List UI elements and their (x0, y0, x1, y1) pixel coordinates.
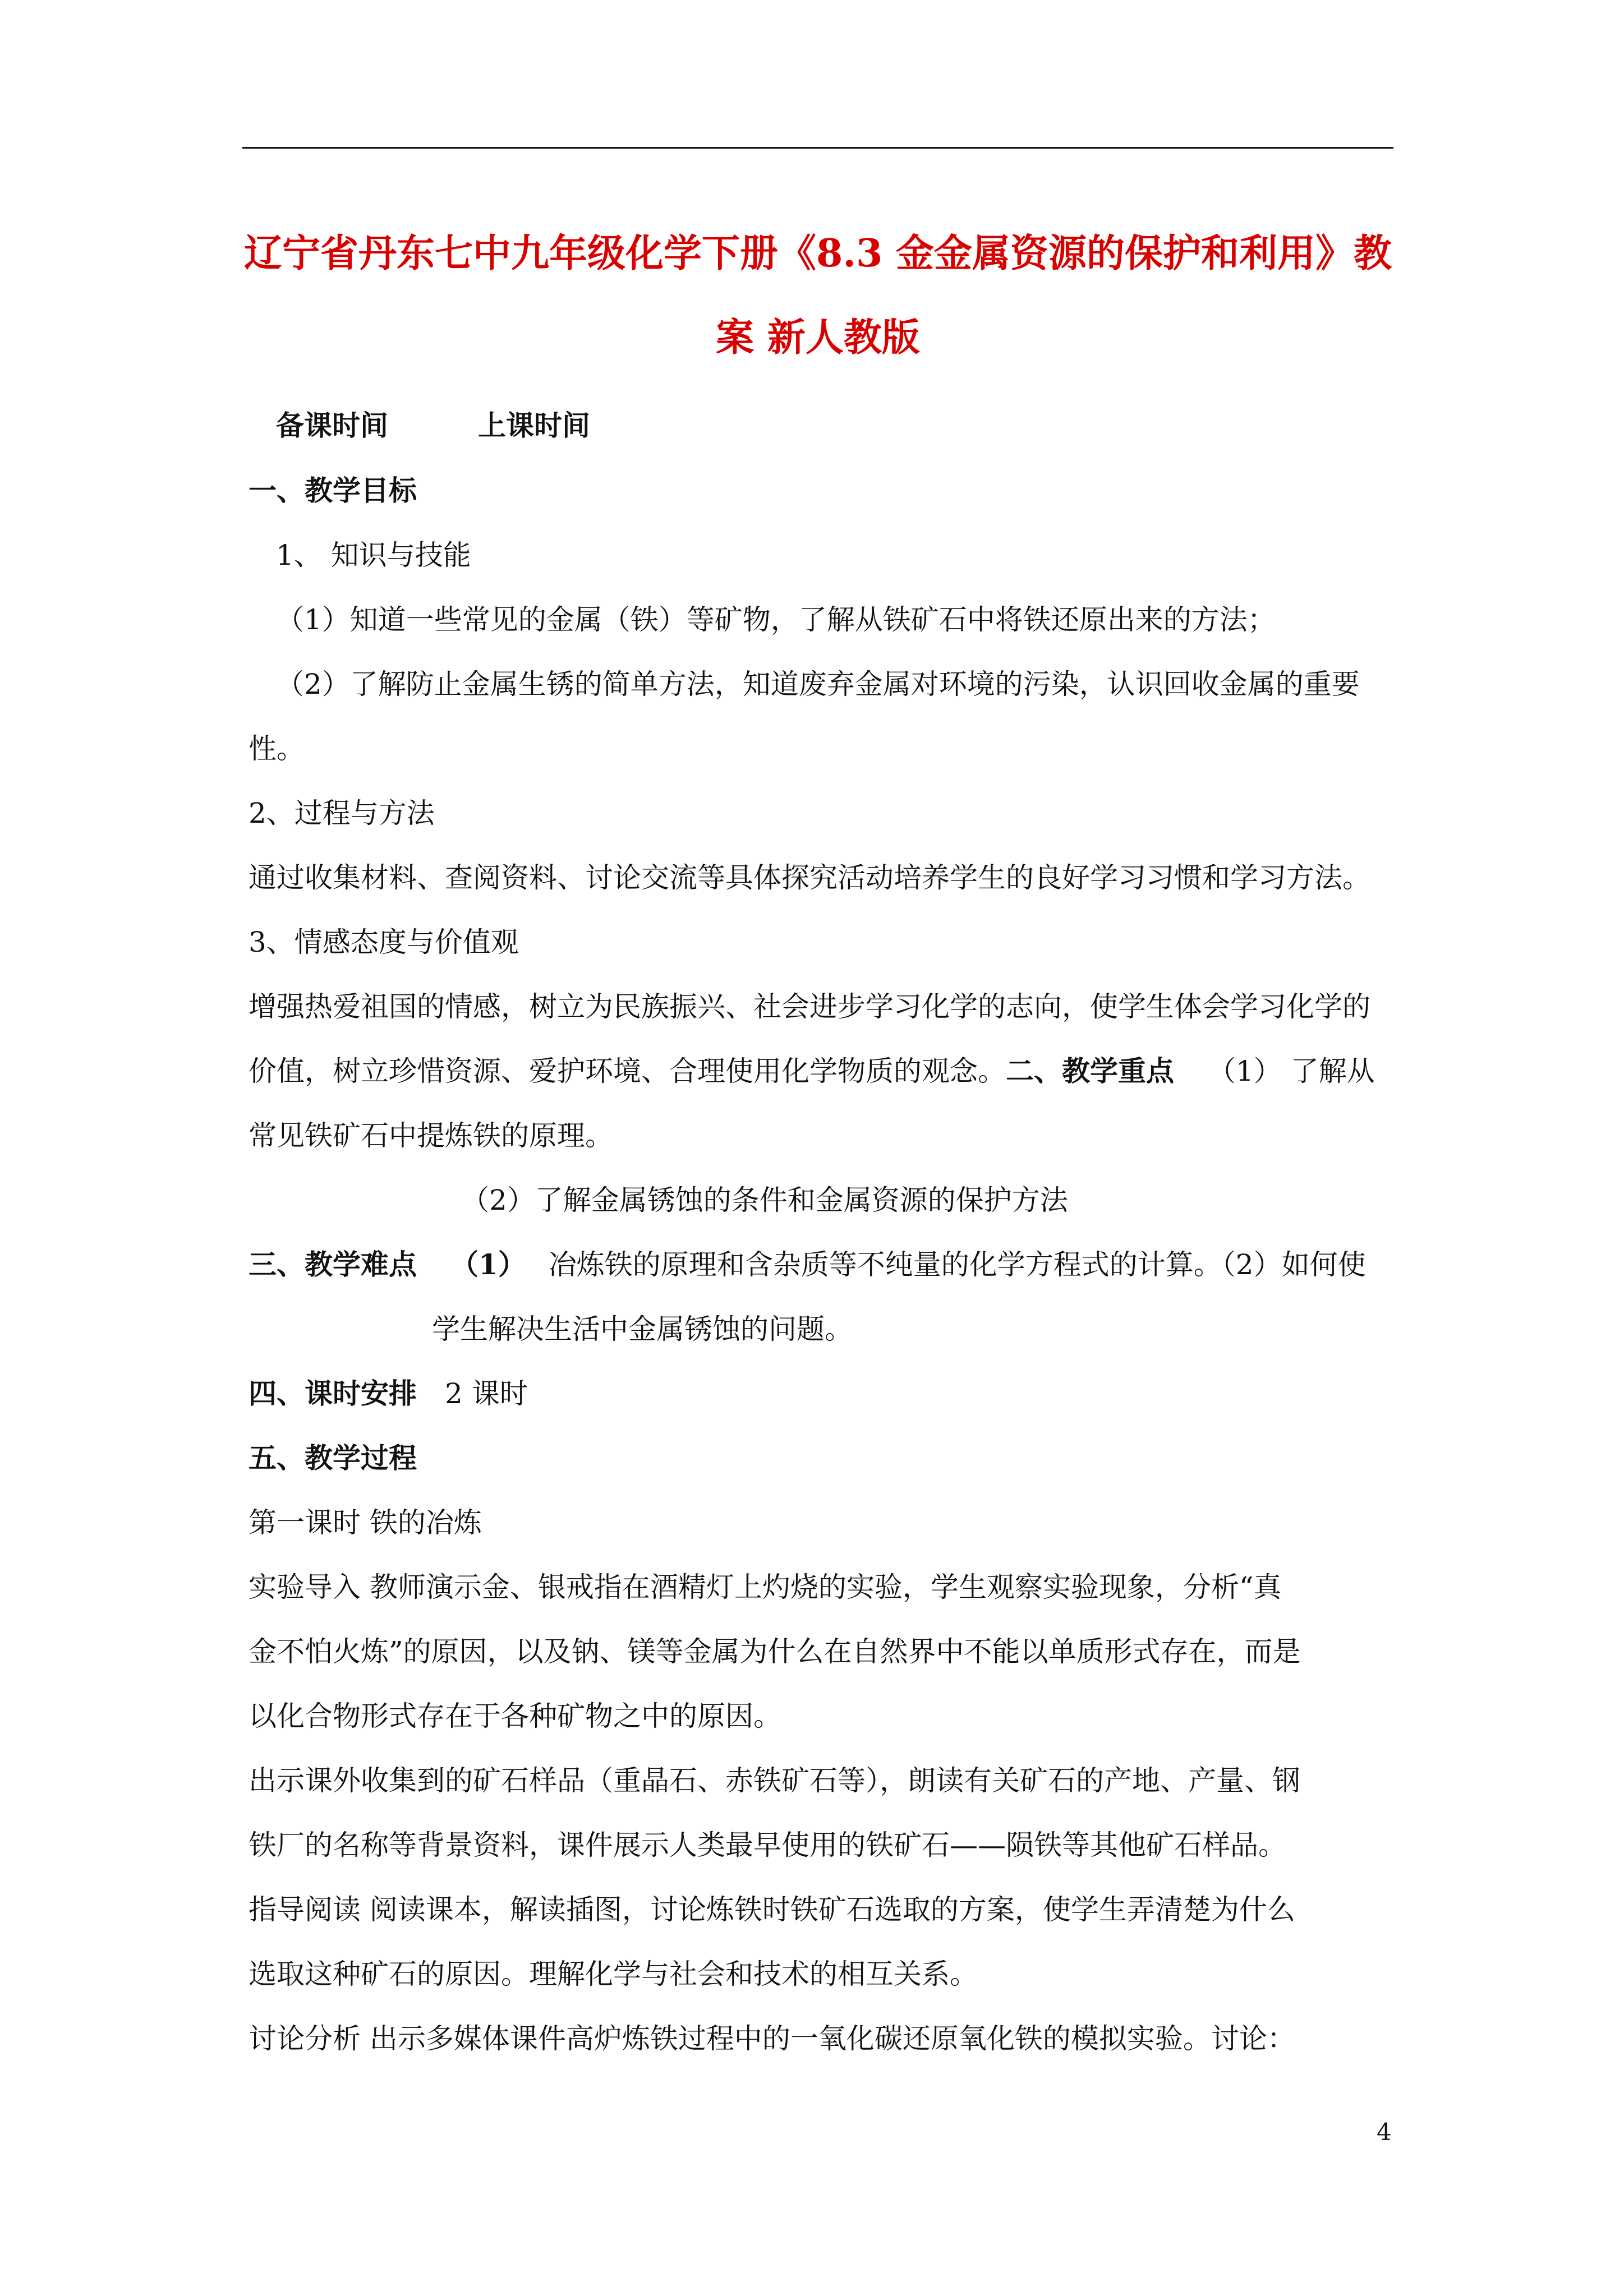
paragraph-3-line-2: 选取这种矿石的原因。理解化学与社会和技术的相互关系。 (249, 1958, 978, 1990)
document-title-line-1: 辽宁省丹东七中九年级化学下册《8.3 金金属资源的保护和利用》教 (244, 231, 1392, 276)
paragraph-2-line-2: 铁厂的名称等背景资料，课件展示人类最早使用的铁矿石——陨铁等其他矿石样品。 (249, 1829, 1286, 1861)
objective-2-cont: 性。 (249, 732, 305, 765)
document-title-line-2: 案 新人教版 (716, 315, 920, 360)
section-heading-objectives: 一、教学目标 (249, 474, 417, 507)
section-heading-schedule: 四、课时安排 (249, 1377, 417, 1410)
section-heading-key-points: 二、教学重点 (1006, 1054, 1174, 1087)
difficulty-1-number: （1） (450, 1248, 526, 1281)
paragraph-4-line-1: 讨论分析 出示多媒体课件高炉炼铁过程中的一氧化碳还原氧化铁的模拟实验。讨论： (249, 2022, 1295, 2055)
paragraph-3-line-1: 指导阅读 阅读课本，解读插图，讨论炼铁时铁矿石选取的方案，使学生弄清楚为什么 (249, 1893, 1295, 1926)
subheading-knowledge: 1、 知识与技能 (276, 539, 471, 571)
process-text: 通过收集材料、查阅资料、讨论交流等具体探究活动培养学生的良好学习习惯和学习方法。 (249, 861, 1370, 894)
paragraph-1-line-1: 实验导入 教师演示金、银戒指在酒精灯上灼烧的实验，学生观察实验现象，分析“真 (249, 1571, 1282, 1603)
page-number: 4 (1377, 2118, 1392, 2146)
difficulty-line-1 (249, 1248, 1366, 1281)
objective-2: （2）了解防止金属生锈的简单方法，知道废弃金属对环境的污染，认识回收金属的重要 (276, 668, 1360, 700)
difficulty-1-text: 冶炼铁的原理和含杂质等不纯量的化学方程式的计算。（2）如何使 (548, 1248, 1366, 1281)
key-point-1: （1） 了解从 (1208, 1055, 1375, 1087)
subheading-process: 2、过程与方法 (249, 797, 435, 829)
attitude-text-line-1: 增强热爱祖国的情感，树立为民族振兴、社会进步学习化学的志向，使学生体会学习化学的 (249, 990, 1370, 1023)
paragraph-1-line-3: 以化合物形式存在于各种矿物之中的原因。 (249, 1700, 781, 1732)
class-time-label: 上课时间 (478, 409, 590, 442)
schedule-line (249, 1377, 528, 1410)
attitude-text-line-2 (249, 1054, 1375, 1087)
section-heading-difficulties: 三、教学难点 (249, 1248, 417, 1281)
header-rule (242, 147, 1393, 149)
difficulty-line-2: 学生解决生活中金属锈蚀的问题。 (432, 1313, 853, 1345)
lesson-1-title: 第一课时 铁的冶炼 (249, 1506, 482, 1539)
key-point-2: （2）了解金属锈蚀的条件和金属资源的保护方法 (461, 1184, 1068, 1216)
prep-time-label: 备课时间 (276, 409, 388, 442)
key-point-1-cont: 常见铁矿石中提炼铁的原理。 (249, 1119, 613, 1152)
subheading-attitude: 3、情感态度与价值观 (249, 926, 519, 958)
paragraph-2-line-1: 出示课外收集到的矿石样品（重晶石、赤铁矿石等），朗读有关矿石的产地、产量、钢 (249, 1764, 1300, 1797)
paragraph-1-line-2: 金不怕火炼”的原因，以及钠、镁等金属为什么在自然界中不能以单质形式存在，而是 (249, 1635, 1301, 1668)
schedule-value: 2 课时 (445, 1377, 528, 1410)
objective-1: （1）知道一些常见的金属（铁）等矿物，了解从铁矿石中将铁还原出来的方法； (276, 603, 1276, 636)
attitude-text-line-2-body: 价值，树立珍惜资源、爱护环境、合理使用化学物质的观念。 (249, 1055, 1006, 1087)
section-heading-process: 五、教学过程 (249, 1441, 417, 1474)
